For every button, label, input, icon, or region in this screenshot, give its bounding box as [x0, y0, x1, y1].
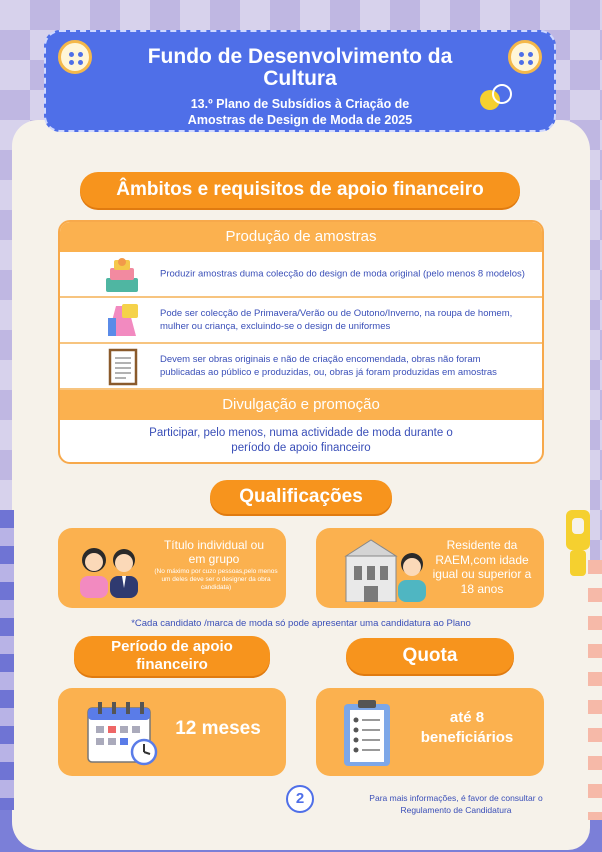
people-icon	[74, 542, 146, 598]
qualification-box-right	[316, 528, 544, 608]
header-banner	[44, 30, 556, 132]
calendar-icon	[84, 698, 164, 768]
list-item	[60, 252, 542, 298]
production-title: Produção de amostras	[60, 222, 542, 252]
button-icon	[58, 40, 92, 74]
button-icon	[508, 40, 542, 74]
zipper-decoration-left	[0, 510, 14, 810]
promotion-title: Divulgação e promoção	[60, 390, 542, 420]
item-text: Devem ser obras originais e não de criação encomendada, obras não foram publicadas ao público e produzidas, ou, obras já foram produzidas em amostras	[160, 354, 497, 378]
list-item	[60, 344, 542, 390]
quota-value: até 8 beneficiários	[420, 709, 514, 746]
clipboard-icon	[342, 698, 394, 768]
clothes-pile-icon	[102, 256, 142, 294]
quota-box	[316, 688, 544, 776]
page-number: 2	[286, 785, 314, 813]
qualification-left-small: (No máximo por cuzo pessoas,pelo menos um deles deve ser o designer da obra candidata)	[154, 568, 278, 591]
period-value: 12 meses	[175, 718, 261, 739]
footer-note: Para mais informações, é favor de consultar o Regulamento de Candidatura	[369, 793, 543, 815]
item-text: Produzir amostras duma colecção do design de moda original (pelo menos 8 modelos)	[160, 268, 525, 280]
page-subtitle: 13.º Plano de Subsídios à Criação de Amostras de Design de Moda de 2025	[187, 97, 413, 127]
quota-pill: Quota	[346, 638, 514, 674]
period-pill: Período de apoio financeiro	[74, 636, 270, 676]
qualifications-pill: Qualificações	[210, 480, 392, 514]
list-item	[60, 298, 542, 344]
requirements-card	[58, 220, 544, 464]
qualification-box-left	[58, 528, 286, 608]
item-text: Pode ser colecção de Primavera/Verão ou de Outono/Inverno, na roupa de homem, mulher ou criança, excluindo-se o design de uniformes	[160, 308, 513, 332]
clothing-icon	[102, 302, 142, 340]
promotion-text: Participar, pelo menos, numa actividade de moda durante o período de apoio financeiro	[149, 427, 453, 454]
qualification-left-main: Título individual ou em grupo	[163, 538, 265, 566]
building-resident-icon	[342, 536, 434, 602]
qualification-right-main: Residente da RAEM,com idade igual ou superior a 18 anos	[432, 538, 532, 596]
page-title: Fundo de Desenvolvimento da Cultura	[147, 45, 453, 90]
document-icon	[102, 348, 142, 386]
dots-decoration-right	[588, 560, 602, 820]
period-box	[58, 688, 286, 776]
section-title-pill: Âmbitos e requisitos de apoio financeiro	[80, 172, 520, 208]
zipper-pull-icon	[556, 510, 596, 580]
qualifications-note: *Cada candidato /marca de moda só pode apresentar uma candidatura ao Plano	[131, 618, 471, 629]
